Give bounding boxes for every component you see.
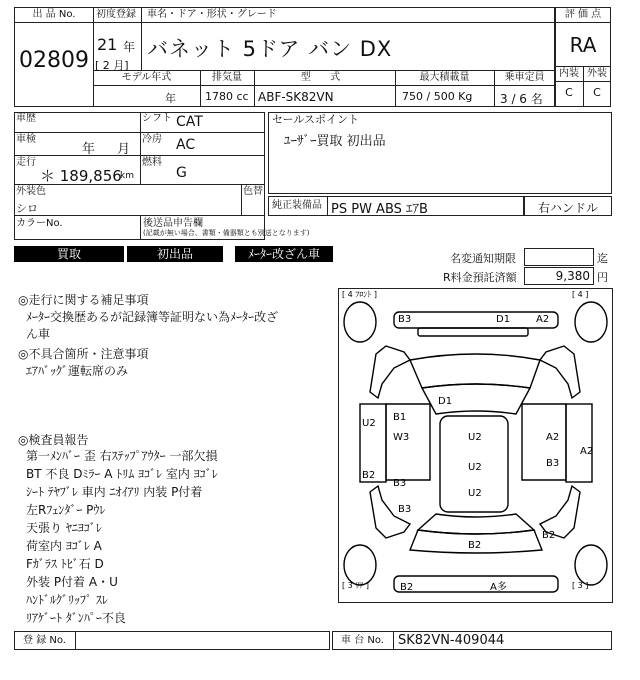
damage-diagram xyxy=(338,288,613,603)
chassis-label: 車 台 No. xyxy=(341,635,384,646)
recycle-unit: 円 xyxy=(597,271,608,284)
reg-year: 21 xyxy=(97,35,118,54)
recycle-label: R料金預託済額 xyxy=(443,271,517,284)
inspection-value: 年 月 xyxy=(82,142,131,157)
mark: U2 xyxy=(362,418,376,429)
fuel-label: 燃料 xyxy=(142,157,162,168)
right-side-panel xyxy=(566,404,592,482)
inspector-line: ﾊﾝﾄﾞﾙｸﾞﾘｯﾌﾟ ｽﾚ xyxy=(26,593,108,607)
hood xyxy=(410,354,540,388)
mark: B3 xyxy=(393,478,407,489)
mileage-unit: km xyxy=(120,171,134,181)
displacement: 1780 cc xyxy=(205,90,249,103)
lot-label: 出 品 No. xyxy=(32,9,76,20)
damage-marks xyxy=(362,314,593,593)
divider xyxy=(555,22,611,23)
divider xyxy=(393,631,394,650)
mark: U2 xyxy=(468,432,482,443)
reg-month: [ 2 月] xyxy=(95,59,129,72)
mileage-value: ＊ 189,856 xyxy=(40,167,122,185)
mark: B3 xyxy=(398,314,412,325)
max-load-label: 最大積載量 xyxy=(419,72,470,83)
mark: B2 xyxy=(400,582,414,593)
corner-tl: [ 4 ﾌﾛﾝﾄ ] xyxy=(342,290,377,299)
mark: A2 xyxy=(536,314,550,325)
score-value: RA xyxy=(569,33,597,57)
color-change-label: 色替 xyxy=(243,186,263,197)
mark: B3 xyxy=(546,458,560,469)
divider xyxy=(140,215,141,240)
front-left-fender xyxy=(370,346,410,398)
inspector-line: 荷室内 ﾖｺﾞﾚ A xyxy=(26,539,102,553)
front-grille xyxy=(418,328,528,336)
equipment-label: 純正装備品 xyxy=(272,200,322,211)
inspector-line: Fｶﾞﾗｽ ﾄﾋﾞ石 D xyxy=(26,557,104,571)
tire-front-right xyxy=(575,302,607,342)
ac-label: 冷房 xyxy=(142,134,162,145)
mileage-label: 走行 xyxy=(16,157,36,168)
corner-tr: [ 4 ] xyxy=(572,290,589,299)
defect-note-line: ｴｱﾊﾞｯｸﾞ運転席のみ xyxy=(26,364,129,378)
fuel-value: G xyxy=(176,165,187,181)
mark: B2 xyxy=(542,530,556,541)
badge-buyback: 買取 xyxy=(14,246,124,262)
rear-bumper xyxy=(394,576,558,592)
divider xyxy=(14,22,94,23)
mark: B2 xyxy=(362,470,376,481)
aftermarket-label: 後送品申告欄 xyxy=(143,218,203,229)
mark: B3 xyxy=(398,504,412,515)
tire-rear-left xyxy=(344,545,376,585)
inspector-line: 天張り ﾔﾆﾖｺﾞﾚ xyxy=(26,521,102,535)
tire-front-left xyxy=(344,302,376,342)
shift-value: CAT xyxy=(176,114,203,130)
inspector-line: ｼｰﾄ ﾃﾔﾌﾞﾚ 車内 ﾆｵｲｱﾘ 内装 P付着 xyxy=(26,485,203,499)
rear-window xyxy=(418,514,534,534)
defect-notes-title: ◎不具合箇所・注意事項 xyxy=(18,347,149,361)
mark: U2 xyxy=(468,488,482,499)
mark: B1 xyxy=(393,412,407,423)
interior-grade: C xyxy=(565,86,573,99)
inspection-label: 車検 xyxy=(16,134,36,145)
mark: A2 xyxy=(546,432,560,443)
tire-rear-right xyxy=(575,545,607,585)
inspector-line: 外装 P付着 A・U xyxy=(26,575,118,589)
front-bumper xyxy=(394,312,558,328)
reg-no-label: 登 録 No. xyxy=(23,635,66,646)
badge-odometer-tampered: ﾒｰﾀｰ改ざん車 xyxy=(235,246,333,262)
ext-color-label: 外装色 xyxy=(16,186,46,197)
equipment-value: PS PW ABS ｴｱB xyxy=(331,202,428,217)
run-notes-title: ◎走行に関する補足事項 xyxy=(18,293,149,307)
mark: D1 xyxy=(496,314,511,325)
aftermarket-note: (記載が無い場合、書類・備器類とも別送となります) xyxy=(143,229,310,237)
inspector-line: 第一ﾒﾝﾊﾞｰ 歪 右ｽﾃｯﾌﾟｱｳﾀｰ 一部欠損 xyxy=(26,449,218,463)
first-reg-label: 初度登録 xyxy=(96,9,136,20)
badge-first-listing: 初出品 xyxy=(127,246,223,262)
capacity: 3 / 6 名 xyxy=(500,92,543,106)
ext-color-value: シロ xyxy=(16,202,38,215)
max-load: 750 / 500 Kg xyxy=(402,90,473,103)
inspector-line: ﾘｱｹﾞｰﾄ ﾀﾞﾝﾊﾟｰ不良 xyxy=(26,611,126,625)
notice-label: 名変通知期限 xyxy=(450,252,516,265)
color-no-label: カラーNo. xyxy=(16,218,63,229)
score-label: 評 価 点 xyxy=(564,9,602,20)
corner-bl: [ 3 ﾘｱ ] xyxy=(342,581,369,590)
chassis-number: SK82VN-409044 xyxy=(398,633,505,648)
recycle-value: 9,380 xyxy=(555,269,590,283)
front-right-fender xyxy=(540,346,580,398)
inspector-title: ◎検査員報告 xyxy=(18,433,89,447)
notice-value-box xyxy=(524,248,594,266)
exterior-label: 外装 xyxy=(587,68,607,79)
divider xyxy=(327,196,328,216)
corner-br: [ 3 ] xyxy=(572,581,589,590)
capacity-label: 乗車定員 xyxy=(504,72,545,83)
mark: A多 xyxy=(490,582,507,593)
notice-unit: 迄 xyxy=(597,252,608,265)
inspector-line: BT 不良 Dﾐﾗｰ A ﾄﾘﾑ ﾖｺﾞﾚ 室内 ﾖｺﾞﾚ xyxy=(26,467,218,481)
sales-point-label: セールスポイント xyxy=(272,113,360,126)
model-code: ABF-SK82VN xyxy=(258,90,334,104)
reg-year-unit: 年 xyxy=(123,40,136,54)
divider xyxy=(555,81,611,82)
mark: D1 xyxy=(438,396,453,407)
interior-label: 内装 xyxy=(559,68,579,79)
mark: B2 xyxy=(468,540,482,551)
right-door xyxy=(522,404,566,480)
inspector-line: 左Rﾌｪﾝﾀﾞｰ Pｳﾚ xyxy=(26,503,106,517)
name-label: 車名・ドア・形状・グレード xyxy=(147,9,277,20)
mark: A2 xyxy=(580,446,594,457)
car-name: バネット 5ドア バン DX xyxy=(147,37,393,61)
divider xyxy=(141,7,142,70)
ac-value: AC xyxy=(176,137,196,153)
lot-number: 02809 xyxy=(19,48,89,73)
model-year: 年 xyxy=(165,92,176,105)
displacement-label: 排気量 xyxy=(212,72,242,83)
divider xyxy=(93,22,555,23)
run-note-line: ん車 xyxy=(26,327,51,341)
model-year-label: モデル年式 xyxy=(121,72,172,83)
handle-side: 右ハンドル xyxy=(537,201,598,215)
mark: W3 xyxy=(393,432,410,443)
mark: U2 xyxy=(468,462,482,473)
shift-label: シフト xyxy=(142,113,172,124)
divider xyxy=(241,184,242,215)
divider xyxy=(75,631,76,650)
exterior-grade: C xyxy=(593,86,601,99)
sales-point-text: ﾕｰｻﾞｰ買取 初出品 xyxy=(284,134,386,149)
divider xyxy=(140,112,141,184)
divider xyxy=(93,85,555,86)
model-label: 型 式 xyxy=(300,72,349,83)
history-label: 車歴 xyxy=(16,113,36,124)
run-note-line: ﾒｰﾀｰ交換歴あるが記録簿等証明ない為ﾒｰﾀｰ改ざ xyxy=(26,310,279,324)
